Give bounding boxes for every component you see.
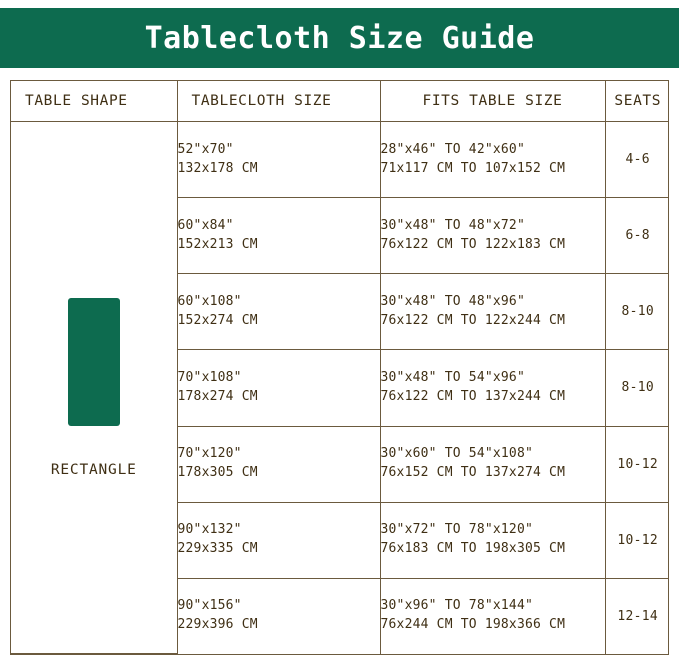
cloth-size-cm: 152x274 CM	[177, 312, 258, 328]
cell-fits-table-size	[380, 578, 605, 653]
table-body	[11, 122, 669, 654]
cloth-size-cm: 152x213 CM	[177, 236, 258, 252]
cell-seats: 10-12	[605, 426, 669, 502]
fits-size-inches: 30"x48" TO 48"x96"	[380, 293, 525, 309]
cell-tablecloth-size	[177, 426, 380, 502]
cloth-size-inches: 52"x70"	[177, 141, 234, 157]
cell-fits-table-size	[380, 198, 605, 274]
fits-size-cm: 76x183 CM TO 198x305 CM	[380, 541, 566, 557]
table-header-row	[11, 81, 669, 122]
cloth-size-cm: 229x396 CM	[177, 617, 258, 633]
cell-fits-table-size	[380, 426, 605, 502]
cloth-size-inches: 60"x108"	[177, 293, 242, 309]
cell-tablecloth-size	[177, 274, 380, 350]
shape-label: RECTANGLE	[50, 461, 137, 478]
cloth-size-inches: 90"x156"	[177, 598, 242, 614]
cloth-size-inches: 90"x132"	[177, 522, 242, 538]
fits-size-cm: 76x122 CM TO 122x183 CM	[380, 236, 566, 252]
fits-size-inches: 30"x48" TO 48"x72"	[380, 217, 525, 233]
fits-size-cm: 76x244 CM TO 198x366 CM	[380, 617, 566, 633]
table-row	[11, 122, 669, 198]
page-title: Tablecloth Size Guide	[144, 20, 535, 56]
cloth-size-cm: 132x178 CM	[177, 160, 258, 176]
cloth-size-inches: 70"x108"	[177, 370, 242, 386]
shape-cell-rectangle	[11, 122, 177, 654]
size-guide-table-container	[10, 80, 669, 655]
cell-fits-table-size	[380, 502, 605, 578]
cell-seats: 6-8	[605, 198, 669, 274]
cell-tablecloth-size	[177, 502, 380, 578]
cell-fits-table-size	[380, 274, 605, 350]
fits-size-cm: 76x122 CM TO 137x244 CM	[380, 388, 566, 404]
column-header-tablecloth-size: TABLECLOTH SIZE	[177, 81, 380, 122]
fits-size-cm: 71x117 CM TO 107x152 CM	[380, 160, 566, 176]
cell-seats: 10-12	[605, 502, 669, 578]
cloth-size-cm: 178x305 CM	[177, 465, 258, 481]
cloth-size-cm: 229x335 CM	[177, 541, 258, 557]
cell-fits-table-size	[380, 350, 605, 426]
cell-tablecloth-size	[177, 198, 380, 274]
fits-size-inches: 30"x72" TO 78"x120"	[380, 522, 534, 538]
cloth-size-cm: 178x274 CM	[177, 388, 258, 404]
rectangle-shape-icon	[68, 298, 120, 426]
size-guide-table	[11, 81, 669, 654]
header-banner	[0, 8, 679, 68]
cell-tablecloth-size	[177, 122, 380, 198]
cell-seats: 4-6	[605, 122, 669, 198]
cell-fits-table-size	[380, 122, 605, 198]
cloth-size-inches: 60"x84"	[177, 217, 234, 233]
fits-size-cm: 76x152 CM TO 137x274 CM	[380, 465, 566, 481]
column-header-fits-table-size: FITS TABLE SIZE	[380, 81, 605, 122]
fits-size-inches: 30"x60" TO 54"x108"	[380, 446, 534, 462]
cell-seats: 8-10	[605, 274, 669, 350]
fits-size-inches: 30"x48" TO 54"x96"	[380, 370, 525, 386]
fits-size-inches: 30"x96" TO 78"x144"	[380, 598, 534, 614]
table-header	[11, 81, 669, 122]
cell-tablecloth-size	[177, 350, 380, 426]
cell-seats: 8-10	[605, 350, 669, 426]
fits-size-cm: 76x122 CM TO 122x244 CM	[380, 312, 566, 328]
cloth-size-inches: 70"x120"	[177, 446, 242, 462]
fits-size-inches: 28"x46" TO 42"x60"	[380, 141, 525, 157]
column-header-table-shape: TABLE SHAPE	[11, 81, 177, 122]
cell-seats: 12-14	[605, 578, 669, 653]
cell-tablecloth-size	[177, 578, 380, 653]
column-header-seats: SEATS	[605, 81, 669, 122]
